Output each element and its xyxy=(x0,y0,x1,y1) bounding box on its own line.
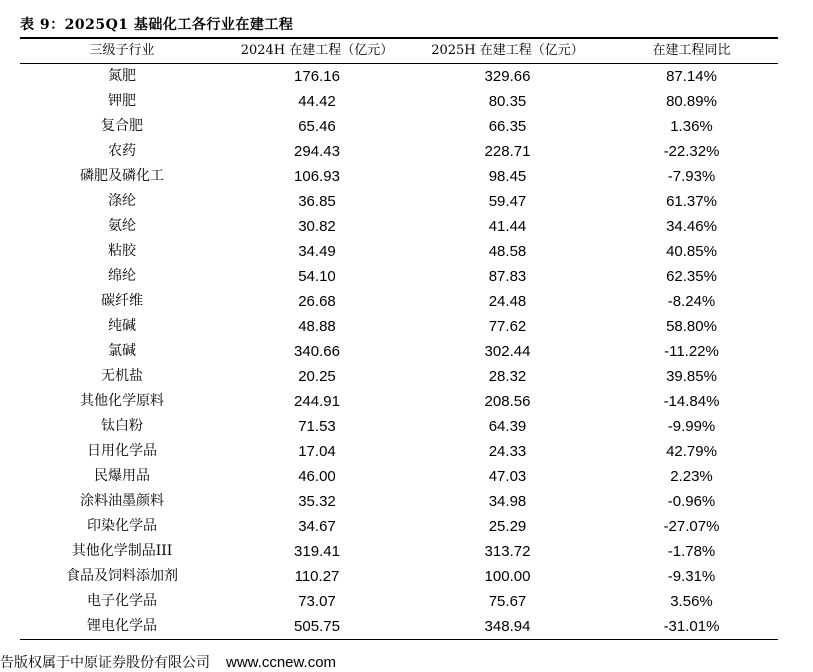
cell-yoy: 87.14% xyxy=(666,68,717,85)
cell-yoy: 34.46% xyxy=(666,218,717,235)
cell-subindustry: 印染化学品 xyxy=(87,518,157,534)
cell-yoy: 42.79% xyxy=(666,443,717,460)
cell-2025h: 24.33 xyxy=(488,443,527,460)
cell-2024h: 110.27 xyxy=(294,568,340,585)
cell-yoy: -9.99% xyxy=(667,418,716,435)
cell-yoy: 1.36% xyxy=(670,118,713,135)
cell-2025h: 47.03 xyxy=(488,468,527,485)
cell-subindustry: 纯碱 xyxy=(108,318,136,334)
cell-2024h: 34.67 xyxy=(298,518,336,535)
cell-yoy: -31.01% xyxy=(663,618,720,635)
cell-2025h: 208.56 xyxy=(484,393,531,410)
cell-yoy: 2.23% xyxy=(670,468,713,485)
cell-2025h: 100.00 xyxy=(484,568,531,585)
table-row xyxy=(20,289,778,314)
table-row xyxy=(20,339,778,364)
table-row xyxy=(20,514,778,539)
table-row xyxy=(20,364,778,389)
cell-subindustry: 农药 xyxy=(108,143,136,159)
table-row xyxy=(20,139,778,164)
cell-subindustry: 磷肥及磷化工 xyxy=(80,168,164,184)
cell-2025h: 80.35 xyxy=(488,93,527,110)
cell-yoy: 3.56% xyxy=(670,593,713,610)
cell-2024h: 54.10 xyxy=(298,268,336,285)
cell-2024h: 34.49 xyxy=(298,243,336,260)
data-table xyxy=(20,37,778,640)
cell-2024h: 35.32 xyxy=(298,493,336,510)
cell-yoy: 61.37% xyxy=(666,193,717,210)
table-row xyxy=(20,314,778,339)
cell-2024h: 294.43 xyxy=(294,143,340,160)
table-header xyxy=(20,39,778,63)
cell-subindustry: 碳纤维 xyxy=(101,293,143,309)
page-footer xyxy=(0,652,336,672)
cell-2024h: 176.16 xyxy=(294,68,340,85)
cell-subindustry: 氨纶 xyxy=(108,218,136,234)
cell-2025h: 75.67 xyxy=(488,593,527,610)
cell-2025h: 34.98 xyxy=(488,493,527,510)
cell-subindustry: 涂料油墨颜料 xyxy=(80,493,164,509)
cell-yoy: -1.78% xyxy=(667,543,716,560)
cell-yoy: 58.80% xyxy=(666,318,717,335)
header-yoy: 在建工程同比 xyxy=(652,43,731,58)
cell-subindustry: 日用化学品 xyxy=(87,443,157,459)
table-title: 表 9：2025Q1 基础化工各行业在建工程 xyxy=(20,17,294,33)
header-2024h: 2024H 在建工程（亿元） xyxy=(240,43,394,58)
table-body xyxy=(20,64,778,639)
cell-2024h: 71.53 xyxy=(298,418,336,435)
table-row xyxy=(20,89,778,114)
cell-2024h: 44.42 xyxy=(298,93,336,110)
table-row xyxy=(20,164,778,189)
cell-2025h: 48.58 xyxy=(488,243,527,260)
cell-subindustry: 氯碱 xyxy=(108,343,136,359)
cell-yoy: -9.31% xyxy=(667,568,716,585)
cell-2024h: 106.93 xyxy=(294,168,340,185)
cell-2025h: 77.62 xyxy=(488,318,527,335)
table-row xyxy=(20,464,778,489)
cell-yoy: 40.85% xyxy=(666,243,717,260)
table-row xyxy=(20,439,778,464)
header-subindustry: 三级子行业 xyxy=(89,43,155,58)
cell-2024h: 36.85 xyxy=(298,193,336,210)
cell-2025h: 348.94 xyxy=(484,618,531,635)
cell-yoy: -11.22% xyxy=(664,343,719,360)
table-row xyxy=(20,114,778,139)
cell-2024h: 244.91 xyxy=(294,393,340,410)
cell-2024h: 48.88 xyxy=(298,318,336,335)
cell-subindustry: 锂电化学品 xyxy=(87,618,157,634)
cell-2025h: 329.66 xyxy=(484,68,531,85)
cell-subindustry: 电子化学品 xyxy=(87,593,157,609)
cell-subindustry: 复合肥 xyxy=(101,118,143,134)
copyright-text: 告版权属于中原证券股份有限公司 xyxy=(0,655,210,671)
cell-2024h: 46.00 xyxy=(298,468,336,485)
cell-yoy: -14.84% xyxy=(663,393,720,410)
cell-subindustry: 民爆用品 xyxy=(94,468,150,484)
cell-2025h: 98.45 xyxy=(488,168,527,185)
cell-2025h: 59.47 xyxy=(488,193,527,210)
table-row xyxy=(20,64,778,89)
cell-2025h: 41.44 xyxy=(488,218,527,235)
table-row xyxy=(20,589,778,614)
cell-2025h: 313.72 xyxy=(484,543,531,560)
cell-subindustry: 绵纶 xyxy=(108,268,136,284)
cell-2025h: 66.35 xyxy=(488,118,527,135)
cell-2025h: 24.48 xyxy=(488,293,527,310)
cell-2024h: 26.68 xyxy=(298,293,336,310)
cell-yoy: -0.96% xyxy=(667,493,716,510)
cell-subindustry: 无机盐 xyxy=(101,368,143,384)
cell-subindustry: 钾肥 xyxy=(108,93,136,109)
cell-yoy: -22.32% xyxy=(663,143,720,160)
cell-yoy: -7.93% xyxy=(667,168,716,185)
cell-subindustry: 粘胶 xyxy=(108,243,136,259)
cell-yoy: -8.24% xyxy=(667,293,716,310)
cell-2024h: 340.66 xyxy=(294,343,340,360)
cell-2024h: 73.07 xyxy=(298,593,336,610)
cell-yoy: 62.35% xyxy=(666,268,717,285)
cell-yoy: 80.89% xyxy=(666,93,717,110)
table-row xyxy=(20,264,778,289)
table-row xyxy=(20,189,778,214)
table-row xyxy=(20,489,778,514)
cell-subindustry: 食品及饲料添加剂 xyxy=(66,568,178,584)
cell-2025h: 302.44 xyxy=(484,343,531,360)
cell-2025h: 25.29 xyxy=(488,518,527,535)
cell-2024h: 505.75 xyxy=(294,618,340,635)
table-row xyxy=(20,239,778,264)
cell-2024h: 20.25 xyxy=(298,368,336,385)
table-row xyxy=(20,614,778,639)
table-row xyxy=(20,539,778,564)
cell-subindustry: 涤纶 xyxy=(108,193,136,209)
cell-2024h: 65.46 xyxy=(298,118,336,135)
cell-2025h: 228.71 xyxy=(484,143,531,160)
table-bottom-rule xyxy=(20,639,778,640)
table-row xyxy=(20,564,778,589)
cell-2025h: 64.39 xyxy=(488,418,527,435)
cell-subindustry: 其他化学原料 xyxy=(80,393,164,409)
header-2025h: 2025H 在建工程（亿元） xyxy=(431,43,584,58)
cell-subindustry: 其他化学制品III xyxy=(71,543,173,559)
cell-2024h: 319.41 xyxy=(294,543,340,560)
cell-2024h: 17.04 xyxy=(298,443,336,460)
cell-yoy: 39.85% xyxy=(666,368,717,385)
cell-subindustry: 钛白粉 xyxy=(101,418,143,434)
cell-yoy: -27.07% xyxy=(663,518,720,535)
cell-2024h: 30.82 xyxy=(298,218,336,235)
cell-2025h: 28.32 xyxy=(488,368,527,385)
cell-2025h: 87.83 xyxy=(488,268,527,285)
cell-subindustry: 氮肥 xyxy=(108,68,136,84)
table-row xyxy=(20,214,778,239)
table-row xyxy=(20,389,778,414)
table-row xyxy=(20,414,778,439)
website-link[interactable]: www.ccnew.com xyxy=(226,654,337,671)
